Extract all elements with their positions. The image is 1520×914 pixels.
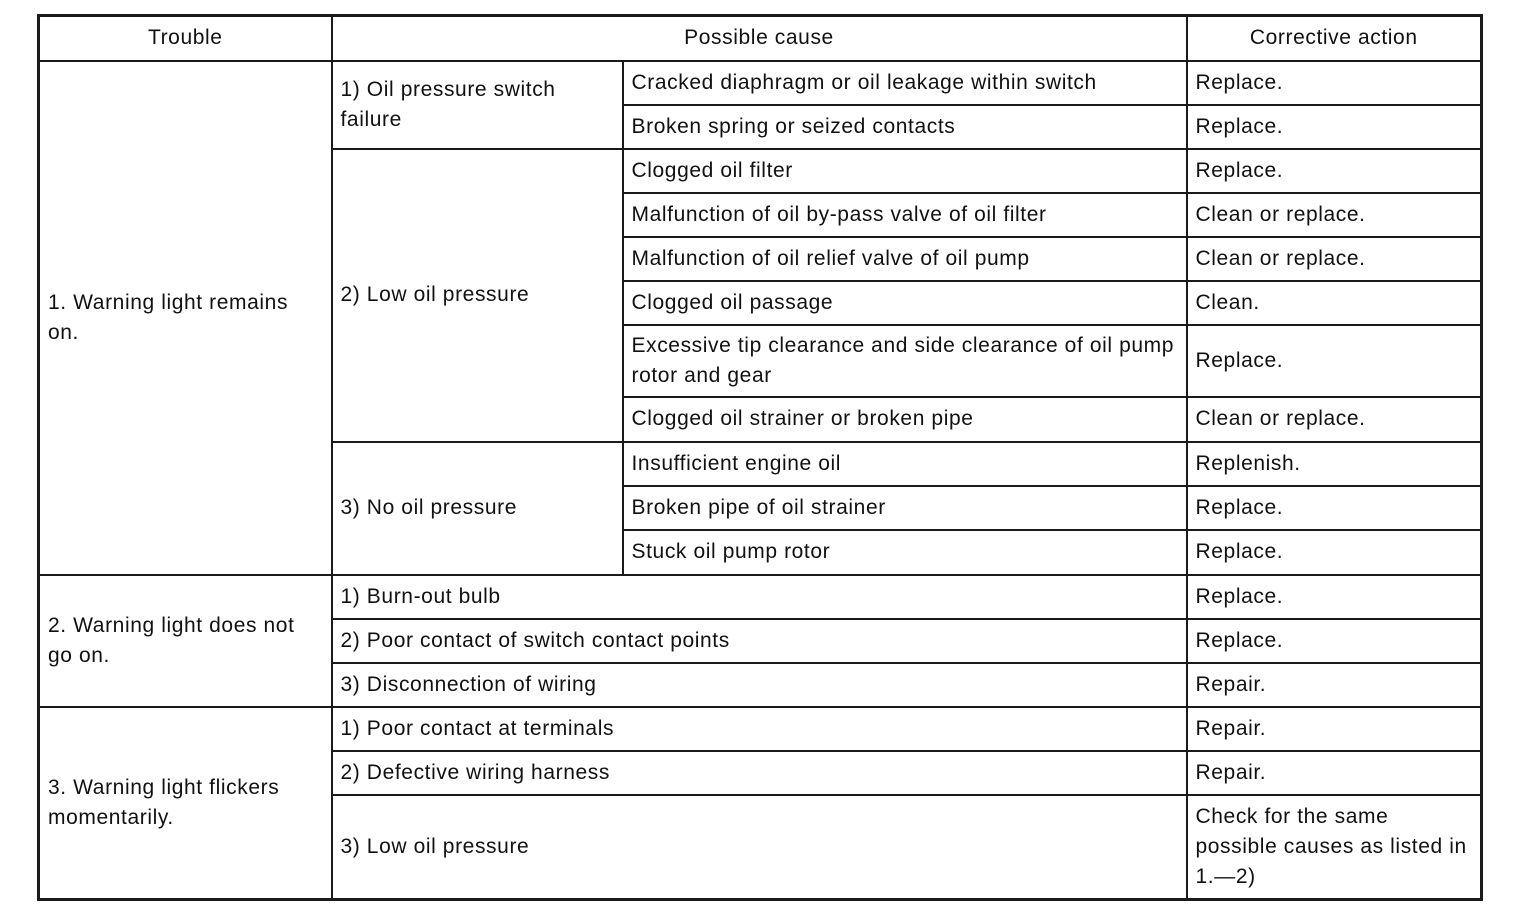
action-cell: Replace. (1187, 325, 1482, 397)
table-row (39, 575, 1482, 619)
cause-cell: 1) Oil pressure switch failure (332, 61, 623, 149)
action-cell: Replace. (1187, 575, 1482, 619)
cause-detail-cell: Broken spring or seized contacts (623, 105, 1187, 149)
action-cell: Replace. (1187, 619, 1482, 663)
action-cell: Replace. (1187, 149, 1482, 193)
action-cell: Replace. (1187, 530, 1482, 575)
cause-detail-cell: Clogged oil filter (623, 149, 1187, 193)
cause-cell: 3) Low oil pressure (332, 795, 1187, 900)
header-possible-cause: Possible cause (332, 16, 1187, 61)
cause-cell: 3) Disconnection of wiring (332, 663, 1187, 707)
action-cell: Clean or replace. (1187, 193, 1482, 237)
action-cell: Replenish. (1187, 442, 1482, 486)
trouble-cell: 3. Warning light flickers momentarily. (39, 707, 332, 900)
cause-detail-cell: Excessive tip clearance and side clearance of oil pump rotor and gear (623, 325, 1187, 397)
troubleshooting-table (37, 14, 1483, 901)
action-cell: Clean. (1187, 281, 1482, 325)
cause-cell: 1) Burn-out bulb (332, 575, 1187, 619)
action-cell: Repair. (1187, 751, 1482, 795)
cause-cell: 1) Poor contact at terminals (332, 707, 1187, 751)
cause-cell: 2) Low oil pressure (332, 149, 623, 442)
cause-detail-cell: Clogged oil passage (623, 281, 1187, 325)
cause-detail-cell: Malfunction of oil relief valve of oil pump (623, 237, 1187, 281)
troubleshooting-document (37, 14, 1480, 898)
trouble-cell: 1. Warning light remains on. (39, 61, 332, 575)
cause-detail-cell: Malfunction of oil by-pass valve of oil filter (623, 193, 1187, 237)
action-cell: Replace. (1187, 486, 1482, 530)
action-cell: Clean or replace. (1187, 397, 1482, 442)
cause-cell: 2) Poor contact of switch contact points (332, 619, 1187, 663)
cause-detail-cell: Stuck oil pump rotor (623, 530, 1187, 575)
table-row (39, 61, 1482, 105)
header-corrective-action: Corrective action (1187, 16, 1482, 61)
cause-detail-cell: Broken pipe of oil strainer (623, 486, 1187, 530)
action-cell: Check for the same possible causes as listed in 1.—2) (1187, 795, 1482, 900)
cause-detail-cell: Clogged oil strainer or broken pipe (623, 397, 1187, 442)
header-trouble: Trouble (39, 16, 332, 61)
table-row (39, 707, 1482, 751)
cause-cell: 3) No oil pressure (332, 442, 623, 575)
cause-detail-cell: Cracked diaphragm or oil leakage within switch (623, 61, 1187, 105)
action-cell: Replace. (1187, 61, 1482, 105)
action-cell: Repair. (1187, 707, 1482, 751)
action-cell: Replace. (1187, 105, 1482, 149)
trouble-cell: 2. Warning light does not go on. (39, 575, 332, 707)
action-cell: Clean or replace. (1187, 237, 1482, 281)
cause-cell: 2) Defective wiring harness (332, 751, 1187, 795)
action-cell: Repair. (1187, 663, 1482, 707)
table-header-row (39, 16, 1482, 61)
cause-detail-cell: Insufficient engine oil (623, 442, 1187, 486)
